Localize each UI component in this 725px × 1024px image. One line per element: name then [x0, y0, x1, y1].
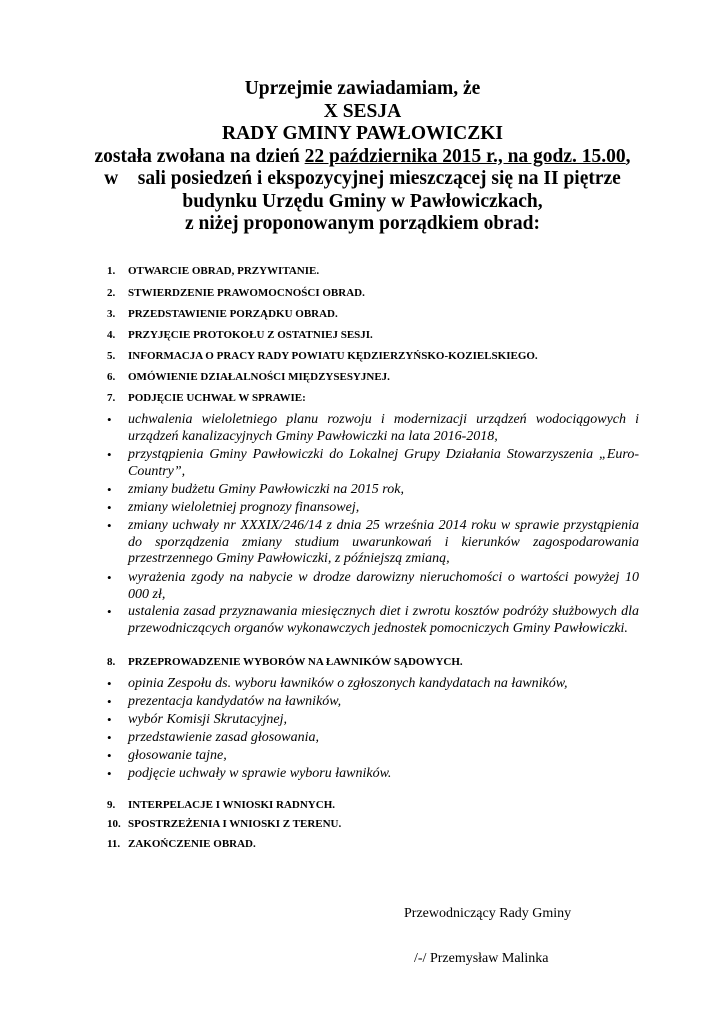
signature-role: Przewodniczący Rady Gminy [404, 906, 572, 921]
agenda-item-2 [107, 286, 365, 300]
header-line-4-start: została zwołana na dzień [94, 145, 305, 167]
agenda-item-text: PRZEPROWADZENIE WYBORÓW NA ŁAWNIKÓW SĄDOWYCH. [128, 656, 463, 668]
resolution-item [107, 447, 639, 480]
resolution-text: uchwalenia wieloletniego planu rozwoju i modernizacji urządzeń wodociągowych i urządzeń kanalizacyjnych Gminy Pawłowiczki na lata 2016-2018, [128, 412, 639, 444]
election-step [107, 766, 639, 783]
bullet-icon: • [107, 447, 112, 462]
agenda-item-text: INTERPELACJE I WNIOSKI RADNYCH. [128, 799, 335, 811]
bullet-icon: • [107, 500, 112, 515]
agenda-item-text: PRZYJĘCIE PROTOKOŁU Z OSTATNIEJ SESJI. [128, 329, 373, 341]
agenda-item-number: 5. [107, 350, 116, 362]
agenda-item-text: STWIERDZENIE PRAWOMOCNOŚCI OBRAD. [128, 287, 365, 299]
election-step-text: podjęcie uchwały w sprawie wyboru ławników. [128, 766, 392, 781]
agenda-item-number: 2. [107, 287, 116, 299]
header-line-6: budynku Urzędu Gminy w Pawłowiczkach, [182, 190, 543, 212]
agenda-item-number: 9. [107, 799, 116, 811]
bullet-icon: • [107, 730, 112, 745]
signature-name: /-/ Przemysław Malinka [414, 951, 549, 966]
header-line-7: z niżej proponowanym porządkiem obrad: [185, 213, 540, 234]
election-step-text: przedstawienie zasad głosowania, [128, 730, 319, 745]
election-step-text: głosowanie tajne, [128, 748, 227, 763]
agenda-item-7 [107, 391, 306, 405]
agenda-item-number: 1. [107, 265, 116, 277]
header-line-4-end: , [625, 145, 631, 167]
resolution-text: ustalenia zasad przyznawania miesięcznych diet i zwrotu kosztów podróży służbowych dla przewodniczących organów wykonawczych jednostek pomocniczych Gminy Pawłowiczki. [128, 604, 639, 636]
header-line-5: w sali posiedzeń i ekspozycyjnej mieszczącej się na II piętrze [104, 168, 621, 189]
agenda-item-text: OTWARCIE OBRAD, PRZYWITANIE. [128, 265, 320, 277]
bullet-icon: • [107, 748, 112, 763]
resolution-text: wyrażenia zgody na nabycie w drodze darowizny nieruchomości o wartości powyżej 10 000 zł, [128, 570, 639, 602]
agenda-item-10 [107, 817, 341, 831]
resolution-text: zmiany budżetu Gminy Pawłowiczki na 2015 rok, [128, 482, 404, 497]
header-line-2: X SESJA [323, 100, 402, 122]
header-line-3: RADY GMINY PAWŁOWICZKI [222, 123, 503, 144]
election-step-text: prezentacja kandydatów na ławników, [128, 694, 342, 709]
resolution-item [107, 518, 639, 568]
agenda-item-text: INFORMACJA O PRACY RADY POWIATU KĘDZIERZYŃSKO-KOZIELSKIEGO. [128, 350, 538, 362]
bullet-icon: • [107, 676, 112, 691]
agenda-item-number: 3. [107, 308, 116, 320]
election-step-text: opinia Zespołu ds. wyboru ławników o zgłoszonych kandydatach na ławników, [128, 676, 568, 691]
agenda-item-text: SPOSTRZEŻENIA I WNIOSKI Z TERENU. [128, 818, 342, 830]
agenda-item-number: 4. [107, 329, 116, 341]
bullet-icon: • [107, 712, 112, 727]
agenda-item-number: 10. [107, 818, 121, 830]
agenda-item-1 [107, 264, 319, 278]
header-line-1: Uprzejmie zawiadamiam, że [244, 78, 481, 99]
bullet-icon: • [107, 570, 112, 585]
bullet-icon: • [107, 604, 112, 619]
agenda-item-5 [107, 349, 538, 363]
agenda-item-4 [107, 328, 373, 342]
agenda-item-9 [107, 798, 335, 812]
resolution-item [107, 604, 639, 637]
agenda-item-6 [107, 370, 390, 384]
resolution-item [107, 500, 639, 517]
election-step [107, 712, 639, 729]
agenda-item-number: 7. [107, 392, 116, 404]
agenda-item-text: PRZEDSTAWIENIE PORZĄDKU OBRAD. [128, 308, 338, 320]
bullet-icon: • [107, 412, 112, 427]
resolution-item [107, 570, 639, 603]
election-step-text: wybór Komisji Skrutacyjnej, [128, 712, 288, 727]
agenda-item-number: 6. [107, 371, 116, 383]
bullet-icon: • [107, 482, 112, 497]
session-date-time: 22 października 2015 r., na godz. 15.00 [304, 145, 626, 167]
bullet-icon: • [107, 518, 112, 533]
agenda-item-8 [107, 655, 463, 669]
resolution-item [107, 412, 639, 445]
election-step [107, 748, 639, 765]
election-step [107, 676, 639, 693]
agenda-item-3 [107, 307, 338, 321]
resolution-text: przystąpienia Gminy Pawłowiczki do Lokalnej Grupy Działania Stowarzyszenia „Euro-Country”, [128, 447, 639, 479]
agenda-item-number: 11. [107, 838, 121, 850]
resolution-text: zmiany uchwały nr XXXIX/246/14 z dnia 25 września 2014 roku w sprawie przystąpienia do sporządzenia zmiany studium uwarunkowań i kierunków zagospodarowania przestrzennego Gminy Pawłowiczki, z późniejszą zmianą, [128, 518, 639, 566]
agenda-item-text: PODJĘCIE UCHWAŁ W SPRAWIE: [128, 392, 306, 404]
election-step [107, 730, 639, 747]
election-step [107, 694, 639, 711]
bullet-icon: • [107, 766, 112, 781]
agenda-item-text: ZAKOŃCZENIE OBRAD. [128, 838, 256, 850]
agenda-item-number: 8. [107, 656, 116, 668]
resolution-item [107, 482, 639, 499]
agenda-item-11 [107, 837, 256, 851]
resolution-text: zmiany wieloletniej prognozy finansowej, [128, 500, 360, 515]
bullet-icon: • [107, 694, 112, 709]
agenda-item-text: OMÓWIENIE DZIAŁALNOŚCI MIĘDZYSESYJNEJ. [128, 371, 390, 383]
